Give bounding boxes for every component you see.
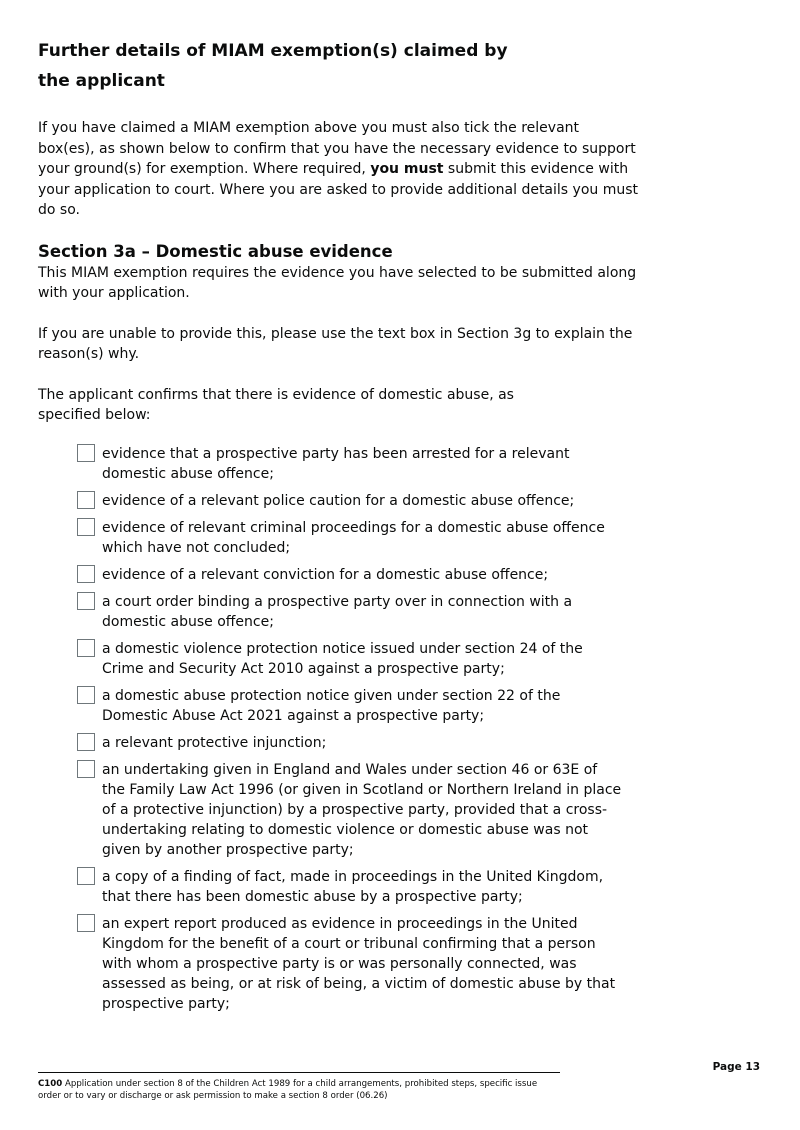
- evidence-checkbox[interactable]: [77, 491, 95, 509]
- section-para-1: This MIAM exemption requires the evidence you have selected to be submitted along with your application.: [38, 264, 637, 301]
- evidence-label: evidence that a prospective party has been arrested for a relevant domestic abuse offence;: [102, 445, 570, 482]
- evidence-checkbox[interactable]: [77, 867, 95, 885]
- evidence-checkbox[interactable]: [77, 760, 95, 778]
- evidence-item: [77, 686, 638, 726]
- evidence-label: an undertaking given in England and Wales under section 46 or 63E of the Family Law Act 1996 (or given in Scotland or Northern Ireland in place of a protective injunction) by a prospective party, provided that a cross-undertaking relating to domestic violence or domestic abuse was not given by another prospective party;: [102, 761, 622, 858]
- evidence-label: evidence of relevant criminal proceedings for a domestic abuse offence which have not concluded;: [102, 519, 605, 556]
- evidence-label: a domestic violence protection notice issued under section 24 of the Crime and Security Act 2010 against a prospective party;: [102, 640, 583, 677]
- evidence-label: a copy of a finding of fact, made in proceedings in the United Kingdom, that there has been domestic abuse by a prospective party;: [102, 868, 604, 905]
- evidence-item: [77, 733, 638, 753]
- evidence-label: a domestic abuse protection notice given under section 22 of the Domestic Abuse Act 2021 against a prospective party;: [102, 687, 561, 724]
- section-para-3: The applicant confirms that there is evidence of domestic abuse, as specified below:: [38, 386, 514, 423]
- evidence-item: [77, 565, 638, 585]
- evidence-item: [77, 914, 638, 1014]
- evidence-label: an expert report produced as evidence in proceedings in the United Kingdom for the benefit of a court or tribunal confirming that a person with whom a prospective party is or was personally connected, was assessed as being, or at risk of being, a victim of domestic abuse by that prospective party;: [102, 915, 616, 1012]
- evidence-checkbox[interactable]: [77, 518, 95, 536]
- section-title: Section 3a – Domestic abuse evidence: [38, 241, 393, 261]
- form-code: C100: [38, 1079, 63, 1089]
- evidence-checkbox[interactable]: [77, 565, 95, 583]
- evidence-item: [77, 867, 638, 907]
- footer-text: [38, 1078, 558, 1102]
- evidence-checkbox[interactable]: [77, 639, 95, 657]
- section-para-2: If you are unable to provide this, please use the text box in Section 3g to explain the reason(s) why.: [38, 325, 633, 362]
- intro-bold: you must: [370, 161, 444, 177]
- evidence-label: evidence of a relevant conviction for a domestic abuse offence;: [102, 566, 549, 583]
- intro-text-1: If you have claimed a MIAM exemption above you must also tick the relevant box(es), as shown below to confirm that you have the necessary evidence to support your ground(s) for exemption. Where required,: [38, 120, 636, 177]
- evidence-item: [77, 518, 638, 558]
- evidence-checkbox[interactable]: [77, 733, 95, 751]
- evidence-label: a relevant protective injunction;: [102, 734, 327, 751]
- evidence-checkbox[interactable]: [77, 592, 95, 610]
- intro-text-2: submit this evidence with your application to court. Where you are asked to provide additional details you must do so.: [38, 161, 638, 218]
- evidence-checklist: [77, 444, 638, 1014]
- evidence-item: [77, 592, 638, 632]
- evidence-item: [77, 760, 638, 860]
- page-number: Page 13: [712, 1061, 760, 1073]
- evidence-item: [77, 639, 638, 679]
- evidence-item: [77, 491, 638, 511]
- intro-paragraph: [38, 118, 638, 221]
- evidence-item: [77, 444, 638, 484]
- page-heading: Further details of MIAM exemption(s) claimed by the applicant: [38, 41, 508, 91]
- evidence-checkbox[interactable]: [77, 686, 95, 704]
- form-page: [38, 36, 638, 1021]
- evidence-label: evidence of a relevant police caution for a domestic abuse offence;: [102, 492, 575, 509]
- evidence-checkbox[interactable]: [77, 914, 95, 932]
- form-description: Application under section 8 of the Children Act 1989 for a child arrangements, prohibited steps, specific issue order or to vary or discharge or ask permission to make a section 8 order (06.26): [38, 1079, 538, 1101]
- evidence-label: a court order binding a prospective party over in connection with a domestic abuse offence;: [102, 593, 573, 630]
- footer-divider: [38, 1072, 560, 1073]
- evidence-checkbox[interactable]: [77, 444, 95, 462]
